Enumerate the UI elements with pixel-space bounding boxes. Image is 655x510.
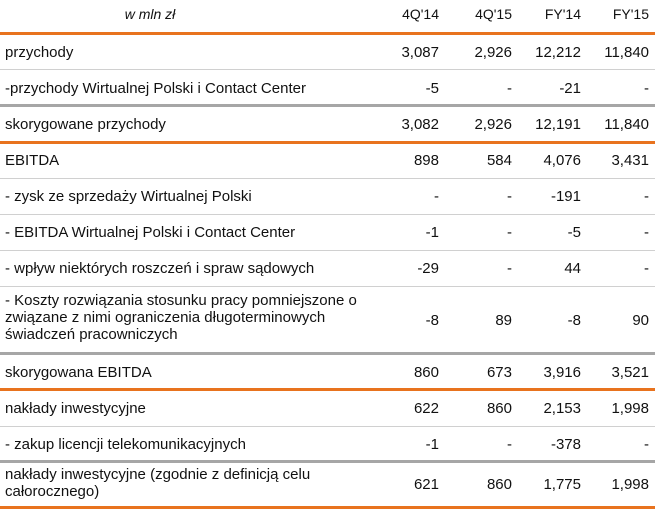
table-row (0, 258, 655, 278)
column-header-fy14: FY'14 (544, 5, 581, 22)
cell-fy15: 1,998 (611, 399, 649, 417)
cell-fy14: -378 (550, 435, 581, 453)
cell-4q15: 2,926 (474, 115, 512, 133)
table-row (0, 290, 655, 348)
divider (0, 286, 655, 287)
table-row (0, 42, 655, 62)
divider (0, 178, 655, 179)
divider (0, 141, 655, 144)
row-label (5, 292, 395, 343)
cell-4q15: - (507, 223, 512, 241)
cell-4q15: 584 (486, 151, 512, 169)
cell-4q14: 3,082 (401, 115, 439, 133)
column-header-4q14: 4Q'14 (402, 5, 439, 22)
cell-fy14: 2,153 (543, 399, 581, 417)
cell-fy15: 3,431 (611, 151, 649, 169)
cell-4q14: - (434, 187, 439, 205)
divider (0, 352, 655, 355)
cell-4q15: 89 (495, 312, 512, 329)
cell-4q14: 860 (413, 363, 439, 381)
cell-fy14: 4,076 (543, 151, 581, 169)
cell-4q14: 3,087 (401, 43, 439, 61)
table-header (0, 4, 655, 24)
cell-fy15: - (644, 223, 649, 241)
cell-fy14: 3,916 (543, 363, 581, 381)
row-label: nakłady inwestycyjne (5, 399, 146, 417)
cell-4q14: 621 (413, 476, 439, 493)
cell-4q14: -29 (417, 259, 439, 277)
divider (0, 32, 655, 35)
row-label: EBITDA (5, 151, 60, 169)
row-label-line: świadczeń pracowniczych (5, 326, 178, 343)
divider (0, 250, 655, 251)
cell-fy15: - (644, 187, 649, 205)
cell-4q15: - (507, 187, 512, 205)
cell-4q14: -5 (425, 79, 439, 97)
row-label (5, 466, 395, 500)
divider (0, 69, 655, 70)
cell-fy14: -21 (559, 79, 581, 97)
cell-fy14: -8 (567, 312, 581, 329)
cell-4q15: 860 (486, 476, 512, 493)
cell-4q14: 898 (413, 151, 439, 169)
row-label-line: nakłady inwestycyjne (zgodnie z definicją celu (5, 466, 311, 483)
row-label: - EBITDA Wirtualnej Polski i Contact Center (5, 223, 296, 241)
unit-label: w mln zł (124, 5, 176, 22)
cell-fy15: 11,840 (604, 115, 649, 133)
cell-4q15: - (507, 259, 512, 277)
table-row (0, 150, 655, 170)
table-row (0, 362, 655, 382)
cell-4q14: -1 (425, 435, 439, 453)
table-row (0, 186, 655, 206)
row-label-line: całorocznego) (5, 483, 100, 500)
cell-4q14: -1 (425, 223, 439, 241)
row-label: skorygowane przychody (5, 115, 166, 133)
divider (0, 388, 655, 391)
cell-fy14: 12,212 (535, 43, 581, 61)
row-label-line: związane z nimi ograniczenia długoterminowych (5, 309, 326, 326)
row-label: - wpływ niektórych roszczeń i spraw sądowych (5, 259, 315, 277)
table-row (0, 398, 655, 418)
cell-fy14: 44 (564, 259, 581, 277)
cell-fy14: 1,775 (543, 476, 581, 493)
cell-fy14: -191 (550, 187, 581, 205)
row-label-line: - Koszty rozwiązania stosunku pracy pomniejszone o (5, 292, 357, 309)
cell-4q15: 860 (486, 399, 512, 417)
column-header-4q15: 4Q'15 (475, 5, 512, 22)
cell-fy14: 12,191 (535, 115, 581, 133)
cell-fy15: - (644, 259, 649, 277)
cell-4q15: 673 (486, 363, 512, 381)
cell-4q15: 2,926 (474, 43, 512, 61)
cell-4q15: - (507, 79, 512, 97)
cell-fy15: - (644, 435, 649, 453)
table-row (0, 78, 655, 98)
row-label: - zakup licencji telekomunikacyjnych (5, 435, 246, 453)
cell-fy15: 1,998 (611, 476, 649, 493)
table-row (0, 434, 655, 454)
row-label: skorygowana EBITDA (5, 363, 152, 381)
row-label: przychody (5, 43, 74, 61)
row-label: - zysk ze sprzedaży Wirtualnej Polski (5, 187, 252, 205)
table-row (0, 465, 655, 505)
table-row (0, 114, 655, 134)
cell-4q15: - (507, 435, 512, 453)
cell-fy15: 3,521 (611, 363, 649, 381)
cell-fy14: -5 (567, 223, 581, 241)
divider (0, 214, 655, 215)
cell-fy15: 11,840 (604, 43, 649, 61)
row-label: -przychody Wirtualnej Polski i Contact Center (5, 79, 306, 97)
divider (0, 426, 655, 427)
divider (0, 104, 655, 107)
cell-4q14: 622 (413, 399, 439, 417)
divider (0, 506, 655, 509)
cell-fy15: - (644, 79, 649, 97)
column-header-fy15: FY'15 (612, 5, 649, 22)
divider (0, 460, 655, 463)
cell-fy15: 90 (632, 312, 649, 329)
cell-4q14: -8 (425, 312, 439, 329)
table-row (0, 222, 655, 242)
